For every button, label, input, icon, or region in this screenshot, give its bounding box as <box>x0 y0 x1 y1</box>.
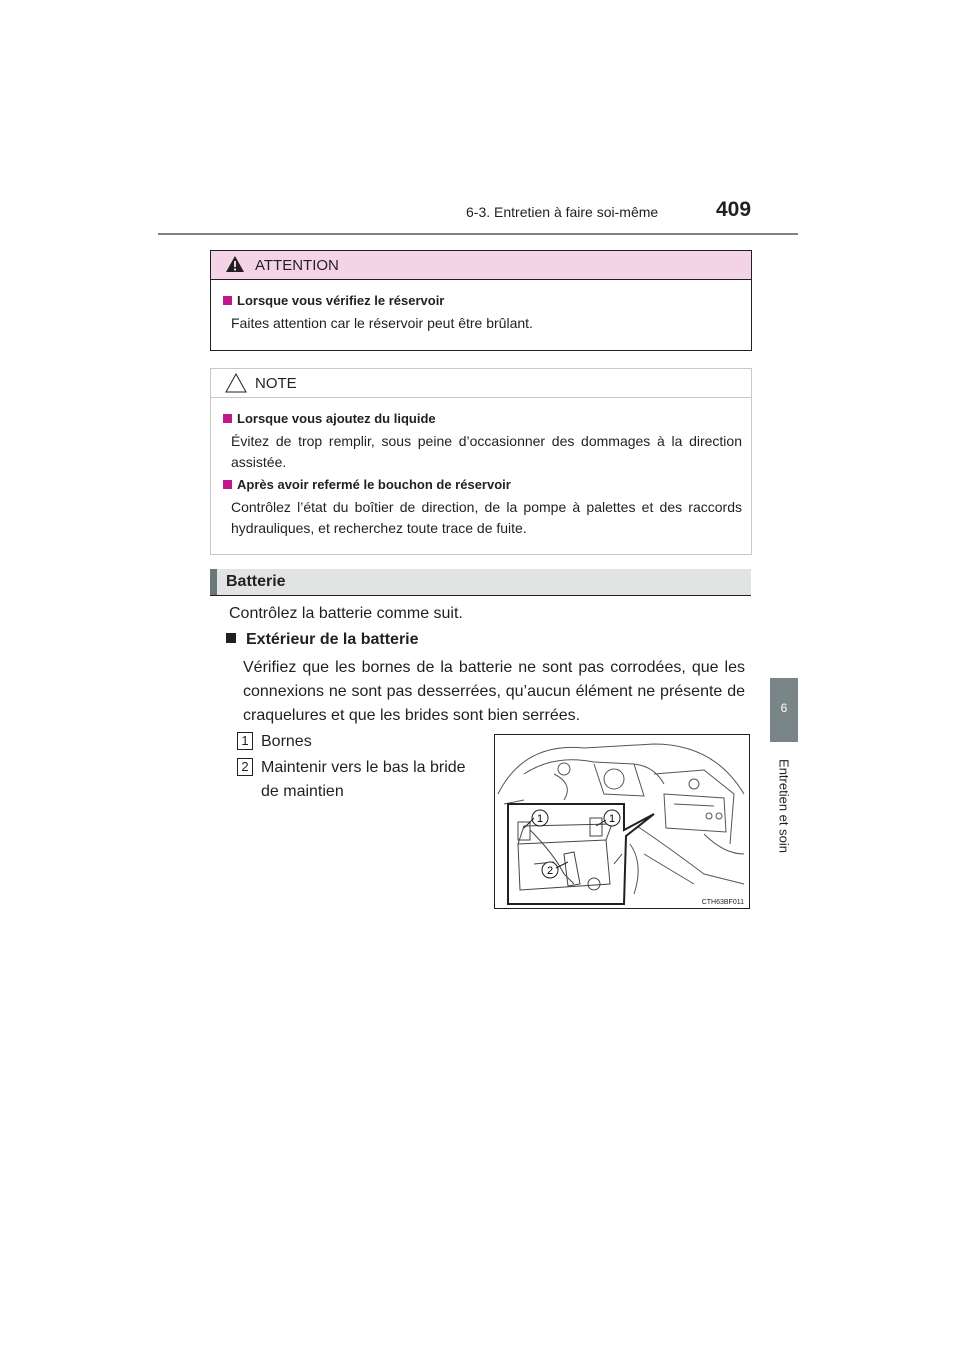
body-paragraph: Vérifiez que les bornes de la batterie ne sont pas corrodées, que les connexions ne sont pas desserrées, qu’aucun élément ne présente de craquelures et que les brides sont bien serrées. <box>243 659 745 724</box>
legend-label: Bornes <box>261 733 312 750</box>
attention-item-heading: Lorsque vous vérifiez le réservoir <box>223 293 444 308</box>
subheading: Extérieur de la batterie <box>226 628 419 652</box>
legend-number: 1 <box>237 732 253 750</box>
callout-1b: 1 <box>608 813 616 825</box>
page-number: 409 <box>716 198 752 221</box>
running-header-section: 6-3. Entretien à faire soi-même <box>466 204 659 220</box>
chapter-tab-label-text: Entretien et soin <box>776 759 792 853</box>
chapter-tab-label <box>770 742 798 870</box>
attention-box <box>210 250 752 351</box>
callout-1a: 1 <box>536 813 544 825</box>
section-title-bar <box>210 569 751 596</box>
note-header <box>211 369 751 398</box>
legend-number: 2 <box>237 758 253 776</box>
note-box <box>210 368 752 555</box>
battery-illustration <box>494 734 750 909</box>
section-accent <box>210 569 217 595</box>
attention-title: ATTENTION <box>255 257 339 274</box>
section-title: Batterie <box>226 573 286 590</box>
section-intro: Contrôlez la batterie comme suit. <box>229 605 463 622</box>
note-item-text: Évitez de trop remplir, sous peine d’occasionner des dommages à la direction assistée. <box>231 433 742 470</box>
legend-label: Maintenir vers le bas la bride de maintien <box>261 759 466 800</box>
note-item-heading: Après avoir refermé le bouchon de réservoir <box>223 477 511 492</box>
chapter-tab-number: 6 <box>770 678 798 742</box>
caution-outline-icon <box>225 372 247 394</box>
attention-item-text: Faites attention car le réservoir peut être brûlant. <box>231 315 533 331</box>
figure-code: CTH63BF011 <box>701 899 744 906</box>
warning-triangle-icon <box>225 254 245 274</box>
note-item-heading: Lorsque vous ajoutez du liquide <box>223 411 436 426</box>
attention-header <box>211 251 751 280</box>
note-item-text: Contrôlez l’état du boîtier de direction, de la pompe à palettes et des raccords hydrauliques, et recherchez toute trace de fuite. <box>231 499 742 536</box>
callout-2: 2 <box>546 865 554 877</box>
header-rule <box>158 233 798 235</box>
note-title: NOTE <box>255 375 297 392</box>
bullet-square-icon <box>226 633 236 643</box>
